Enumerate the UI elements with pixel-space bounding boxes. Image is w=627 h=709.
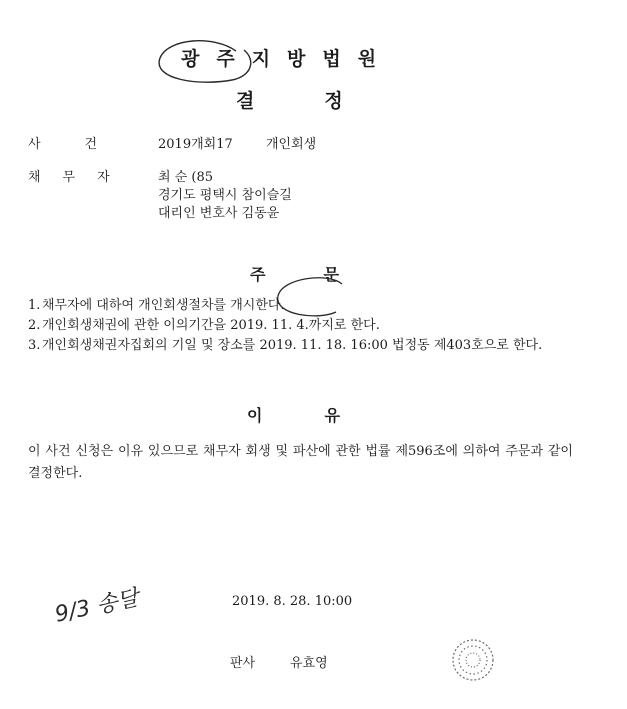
order-item-number: 3. (28, 338, 41, 353)
pen-circle-mark (159, 41, 251, 82)
decision-date: 2019. 8. 28. 10:00 (232, 594, 353, 609)
order-item-number: 2. (28, 318, 41, 333)
case-type: 개인회생 (266, 137, 317, 152)
debtor-address: 경기도 평택시 참이슬길 (158, 188, 292, 203)
order-item-text: 개인회생채권자집회의 기일 및 장소를 2019. 11. 18. 16:00 법정동 제403호으로 한다. (42, 338, 543, 353)
order-title: 주문 (250, 265, 397, 284)
debtor-agent: 대리인 변호사 김동윤 (158, 206, 280, 221)
reason-title: 이유 (247, 406, 402, 425)
seal-stamp-icon (453, 640, 493, 680)
debtor-label: 채무자 (28, 170, 132, 185)
judge-label: 판사 (230, 656, 256, 671)
reason-body: 이 사건 신청은 이유 있으므로 채무자 회생 및 파산에 관한 법률 제596조에 의하여 주문과 같이 결정한다. (28, 444, 573, 481)
decision-title: 결정 (236, 90, 413, 112)
order-item-number: 1. (28, 298, 41, 313)
handwritten-note: 9/3 송달 (52, 585, 142, 628)
case-number: 2019개회17 (158, 137, 233, 152)
debtor-name: 최 순 (85 (158, 170, 213, 185)
court-title: 광주지방법원 (181, 48, 394, 70)
pen-circle-mark (278, 278, 342, 316)
judge-name: 유효영 (290, 656, 328, 671)
case-label: 사건 (28, 137, 142, 152)
order-item-text: 개인회생채권에 관한 이의기간을 2019. 11. 4.까지로 한다. (42, 318, 380, 333)
order-item-text: 채무자에 대하여 개인회생절차를 개시한다. (42, 298, 285, 313)
